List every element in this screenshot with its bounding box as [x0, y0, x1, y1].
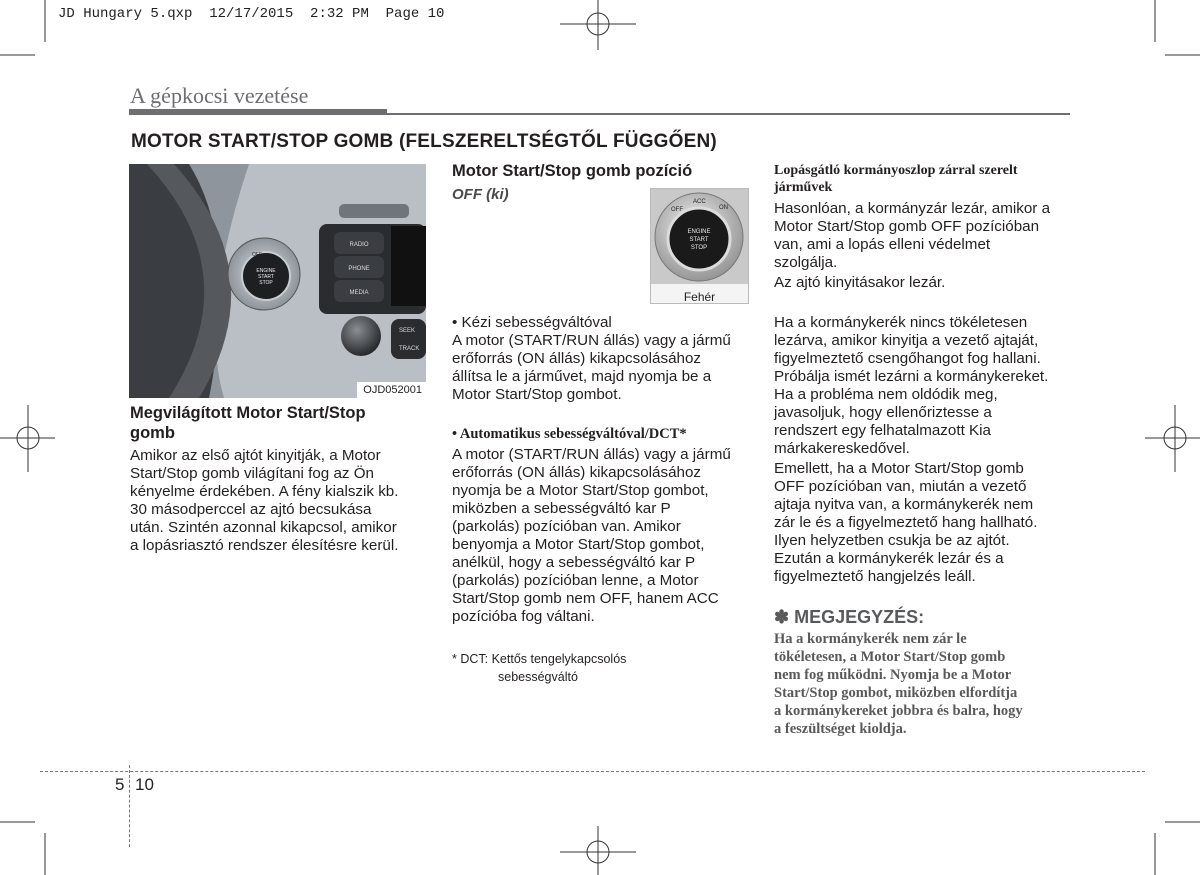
text-line: miközben a sebességváltó kar P	[452, 500, 671, 517]
text-line: márkakereskedővel.	[774, 440, 910, 457]
text-line: OFF pozícióban van, miután a vezető	[774, 478, 1027, 495]
title-rule-dark	[129, 109, 387, 115]
automatic-transmission-bullet: • Automatikus sebességváltóval/DCT*	[452, 426, 687, 442]
photo-caption: OJD052001	[357, 382, 426, 398]
start-stop-button-photo	[650, 188, 749, 304]
text-line: nyomja be a Motor Start/Stop gombot,	[452, 482, 709, 499]
engine-label: ENGINE	[256, 268, 276, 274]
manual-transmission-text	[452, 332, 748, 404]
text-line: Ilyen helyzetben csukja be az ajtót.	[774, 532, 1010, 549]
off-subheading: OFF (ki)	[452, 186, 509, 203]
text-line: Motor Start/Stop gombot.	[452, 386, 622, 403]
text-line: szolgálja.	[774, 254, 838, 271]
text-line: Ha a kormánykerék nincs tökéletesen	[774, 314, 1028, 331]
text-line: kényelme érdekében. A fény kialszik kb.	[130, 483, 399, 500]
text-line: Ezután a kormánykerék lezár és a	[774, 550, 1004, 567]
section-title: A gépkocsi vezetése	[130, 83, 309, 108]
heading-line: gomb	[130, 424, 175, 442]
text-line: erőforrás (ON állás) kikapcsolásához	[452, 464, 701, 481]
footer-rule	[40, 771, 1145, 772]
steering-lock-paragraph	[774, 200, 1070, 272]
text-line: benyomja a Motor Start/Stop gombot,	[452, 536, 705, 553]
registration-mark-bottom	[560, 826, 636, 875]
text-line: Próbálja ismét lezárni a kormánykereket.	[774, 368, 1049, 385]
text-line: Ha a probléma nem oldódik meg,	[774, 386, 998, 403]
position-heading: Motor Start/Stop gomb pozíció	[452, 162, 693, 180]
dashboard-photo	[129, 164, 426, 398]
text-line: van, ami a lopás elleni védelmet	[774, 236, 991, 253]
start-mark: START	[689, 237, 709, 243]
heading-line: járművek	[774, 180, 833, 195]
registration-mark-right	[1145, 405, 1200, 472]
text-line: rendszert egy felhatalmazott Kia	[774, 422, 991, 439]
steering-lock-heading	[774, 162, 1018, 196]
illuminated-button-heading	[130, 403, 366, 443]
chapter-number: 5	[115, 775, 125, 794]
start-label: START	[258, 274, 274, 280]
text-line: Amikor az első ajtót kinyitják, a Motor	[130, 447, 381, 464]
footnote-line: sebességváltó	[498, 670, 578, 684]
text-line: Motor Start/Stop gomb OFF pozícióban	[774, 218, 1040, 235]
title-rule-thin	[387, 113, 1070, 115]
off-label: OFF	[252, 252, 262, 258]
text-line: A motor (START/RUN állás) vagy a jármű	[452, 332, 731, 349]
heading-line: Lopásgátló kormányoszlop zárral szerelt	[774, 163, 1018, 178]
page-number-divider	[129, 765, 130, 847]
manual-transmission-bullet: • Kézi sebességváltóval	[452, 314, 612, 331]
text-line: a kormánykereket jobbra és balra, hogy	[774, 703, 1023, 719]
text-line: (parkolás) pozícióban van. Amikor	[452, 518, 681, 535]
media-label: MEDIA	[349, 290, 369, 296]
off-mark: OFF	[671, 207, 683, 213]
text-line: A motor (START/RUN állás) vagy a jármű	[452, 446, 731, 463]
text-line: Start/Stop gomb nem OFF, hanem ACC	[452, 590, 719, 607]
text-line: 30 másodperccel az ajtó becsukása	[130, 501, 372, 518]
registration-mark-top	[560, 0, 636, 50]
text-line: a feszültséget kioldja.	[774, 721, 907, 737]
white-caption: Fehér	[683, 290, 716, 304]
text-line: figyelmeztető csengőhangot fog hallani.	[774, 350, 1041, 367]
automatic-transmission-text	[452, 446, 748, 626]
note-text	[774, 630, 1070, 738]
acc-mark: ACC	[693, 199, 706, 205]
text-line: lezárva, amikor kinyitja a vezető ajtaját,	[774, 332, 1039, 349]
text-line: figyelmeztető hangjelzés leáll.	[774, 568, 976, 585]
phone-label: PHONE	[348, 266, 370, 272]
text-line: Hasonlóan, a kormányzár lezár, amikor a	[774, 200, 1051, 217]
footnote-line: * DCT: Kettős tengelykapcsolós	[452, 652, 627, 666]
text-line: Ha a kormánykerék nem zár le	[774, 631, 967, 647]
door-open-warning-paragraph	[774, 460, 1070, 586]
text-line: (parkolás) pozícióban lenne, a Motor	[452, 572, 699, 589]
track-label: TRACK	[399, 346, 420, 352]
text-line: anélkül, hogy a sebességváltó kar P	[452, 554, 696, 571]
text-line: után. Szintén azonnal kikapcsol, amikor	[130, 519, 397, 536]
text-line: tökéletesen, a Motor Start/Stop gomb	[774, 649, 1006, 665]
text-line: erőforrás (ON állás) kikapcsolásához	[452, 350, 701, 367]
page-number: 10	[135, 775, 154, 794]
illuminated-button-paragraph	[130, 447, 426, 555]
text-line: javasoljuk, hogy ellenőriztesse a	[774, 404, 992, 421]
text-line: Start/Stop gomb világítani fog az Ön	[130, 465, 374, 482]
text-line: Start/Stop gombot, miközben elfordítja	[774, 685, 1018, 701]
print-slug: JD Hungary 5.qxp 12/17/2015 2:32 PM Page 10	[58, 6, 445, 22]
text-line: a lopásriasztó rendszer élesítésre kerül.	[130, 537, 399, 554]
on-mark: ON	[719, 205, 728, 211]
text-line: ajtaja nyitva van, a kormánykerék nem	[774, 496, 1034, 513]
stop-label: STOP	[259, 280, 273, 286]
text-line: pozícióba fog váltani.	[452, 608, 595, 625]
registration-mark-left	[0, 405, 55, 472]
door-open-lock-text: Az ajtó kinyitásakor lezár.	[774, 274, 946, 291]
heading-line: Megvilágított Motor Start/Stop	[130, 404, 366, 422]
text-line: Emellett, ha a Motor Start/Stop gomb	[774, 460, 1024, 477]
text-line: nem fog működni. Nyomja be a Motor	[774, 667, 1012, 683]
main-heading: MOTOR START/STOP GOMB (FELSZERELTSÉGTŐL FÜGGŐEN)	[131, 131, 717, 152]
engine-mark: ENGINE	[687, 229, 711, 235]
radio-label: RADIO	[349, 242, 369, 248]
lock-warning-paragraph	[774, 314, 1070, 458]
note-heading: ✽ MEGJEGYZÉS:	[774, 607, 925, 627]
stop-mark: STOP	[690, 245, 708, 251]
dct-footnote	[452, 650, 626, 686]
seek-label: SEEK	[399, 328, 416, 334]
text-line: állítsa le a járművet, majd nyomja be a	[452, 368, 712, 385]
text-line: zár le és a figyelmeztető hang hallható.	[774, 514, 1038, 531]
